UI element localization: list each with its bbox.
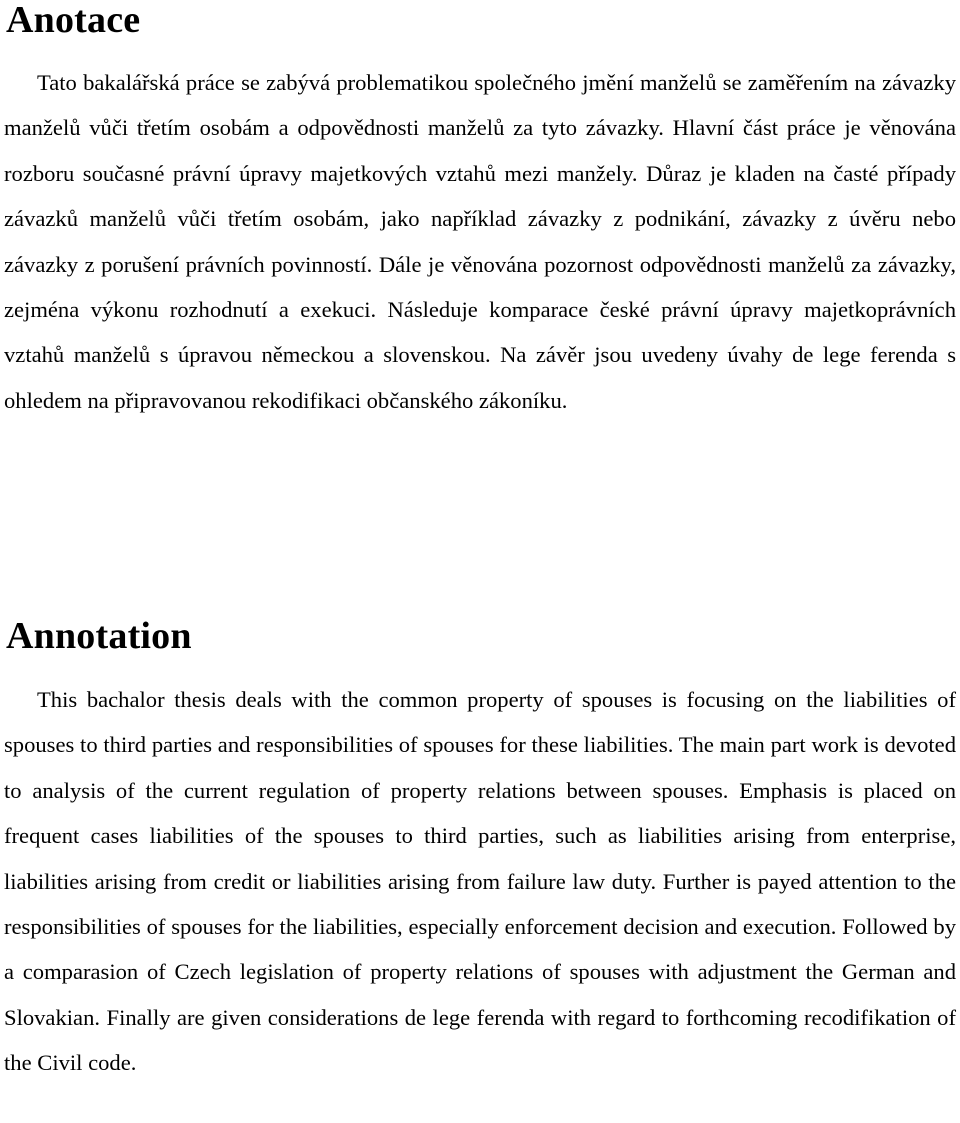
czech-annotation-paragraph: Tato bakalářská práce se zabývá problematikou společného jmění manželů se zaměřením na závazky manželů vůči třetím osobám a odpovědnosti manželů za tyto závazky. Hlavní část práce je věnována rozboru současné právní úpravy majetkových vztahů mezi manžely. Důraz je kladen na časté případy závazků manželů vůči třetím osobám, jako například závazky z podnikání, závazky z úvěru nebo závazky z porušení právních povinností. Dále je věnována pozornost odpovědnosti manželů za závazky, zejména výkonu rozhodnutí a exekuci. Následuje komparace české právní úpravy majetkoprávních vztahů manželů s úpravou německou a slovenskou. Na závěr jsou uvedeny úvahy de lege ferenda s ohledem na připravovanou rekodifikaci občanského zákoníku. xyxy=(4,70,956,413)
czech-annotation-heading: Anotace xyxy=(6,0,141,41)
english-annotation-paragraph: This bachalor thesis deals with the common property of spouses is focusing on the liabilities of spouses to third parties and responsibilities of spouses for these liabilities. The main part work is devoted to analysis of the current regulation of property relations between spouses. Emphasis is placed on frequent cases liabilities of the spouses to third parties, such as liabilities arising from enterprise, liabilities arising from credit or liabilities arising from failure law duty. Further is payed attention to the responsibilities of spouses for the liabilities, especially enforcement decision and execution. Followed by a comparasion of Czech legislation of property relations of spouses with adjustment the German and Slovakian. Finally are given considerations de lege ferenda with regard to forthcoming recodifikation of the Civil code. xyxy=(4,687,956,1076)
english-annotation-heading: Annotation xyxy=(6,615,192,657)
